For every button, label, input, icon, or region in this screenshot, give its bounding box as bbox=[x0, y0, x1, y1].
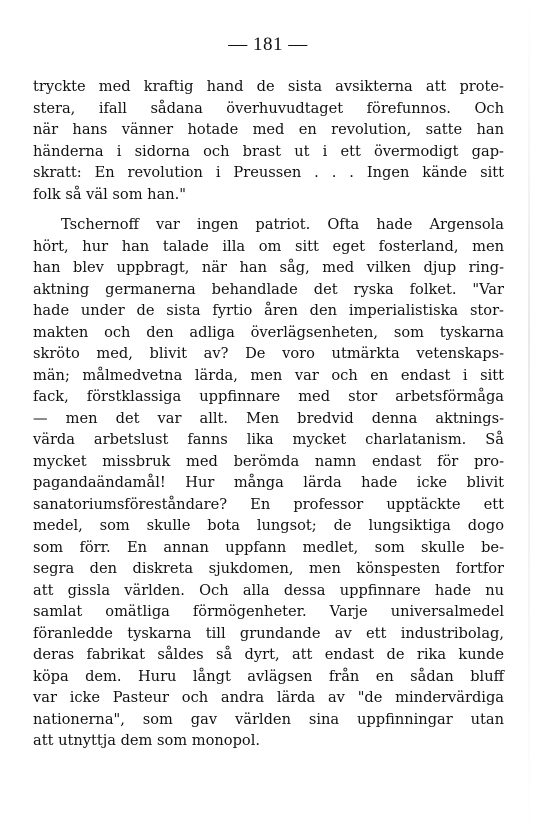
paragraph-2 bbox=[33, 214, 504, 752]
text-line: samlat omätliga förmögenheter. Varje universalmedel bbox=[33, 603, 504, 620]
text-line: händerna i sidorna och brast ut i ett övermodigt gap- bbox=[33, 142, 504, 160]
text-line: han blev uppbragt, när han såg, med vilken djup ring- bbox=[33, 259, 504, 276]
text-line: män; målmedvetna lärda, men var och en endast i sitt bbox=[33, 366, 504, 384]
text-line: skratt: En revolution i Preussen . . . Ingen kände sitt bbox=[33, 164, 504, 181]
text-line: var icke Pasteur och andra lärda av "de mindervärdiga bbox=[33, 689, 504, 706]
text-line: tryckte med kraftig hand de sista avsikterna att prote- bbox=[33, 78, 504, 95]
text-line: deras fabrikat såldes så dyrt, att endast de rika kunde bbox=[33, 646, 504, 663]
text-line: segra den diskreta sjukdomen, men könspesten fortfor bbox=[33, 560, 504, 577]
body-text bbox=[33, 76, 504, 752]
paragraph-spacer bbox=[33, 205, 504, 214]
text-line: köpa dem. Huru långt avlägsen från en sådan bluff bbox=[33, 667, 504, 685]
text-line: mycket missbruk med berömda namn endast för pro- bbox=[33, 452, 504, 470]
text-line: fack, förstklassiga uppfinnare med stor arbetsförmåga bbox=[33, 388, 504, 405]
text-line: skröto med, blivit av? De voro utmärkta vetenskaps- bbox=[33, 345, 504, 362]
text-line: hört, hur han talade illa om sitt eget fosterland, men bbox=[33, 237, 504, 255]
text-line: Tschernoff var ingen patriot. Ofta hade Argensola bbox=[61, 216, 504, 233]
text-line: som förr. En annan uppfann medlet, som skulle be- bbox=[33, 538, 504, 556]
text-line: aktning germanerna behandlade det ryska folket. "Var bbox=[33, 280, 504, 298]
text-line: — men det var allt. Men bredvid denna aktnings- bbox=[33, 409, 504, 427]
text-line: medel, som skulle bota lungsot; de lungsiktiga dogo bbox=[33, 517, 504, 534]
text-line: hade under de sista fyrtio åren den imperialistiska stor- bbox=[33, 302, 504, 319]
text-line: att utnyttja dem som monopol. bbox=[33, 732, 261, 749]
text-line: folk så väl som han." bbox=[33, 185, 187, 203]
text-line: sanatoriumsföreståndare? En professor upptäckte ett bbox=[33, 495, 504, 513]
text-line: att gissla världen. Och alla dessa uppfinnare hade nu bbox=[33, 581, 504, 599]
text-line: makten och den adliga överlägsenheten, som tyskarna bbox=[33, 323, 504, 341]
text-line: föranledde tyskarna till grundande av ett industribolag, bbox=[33, 624, 504, 642]
text-line: pagandaändamål! Hur många lärda hade icke blivit bbox=[33, 474, 504, 491]
text-line: stera, ifall sådana överhuvudtaget förefunnos. Och bbox=[33, 99, 504, 117]
paragraph-1 bbox=[33, 76, 504, 205]
page-edge-shadow bbox=[528, 0, 530, 838]
page-number: — 181 — bbox=[228, 34, 308, 55]
text-line: nationerna", som gav världen sina uppfinningar utan bbox=[33, 710, 504, 728]
text-line: värda arbetslust fanns lika mycket charlatanism. Så bbox=[33, 431, 504, 448]
text-line: när hans vänner hotade med en revolution, satte han bbox=[33, 121, 504, 138]
